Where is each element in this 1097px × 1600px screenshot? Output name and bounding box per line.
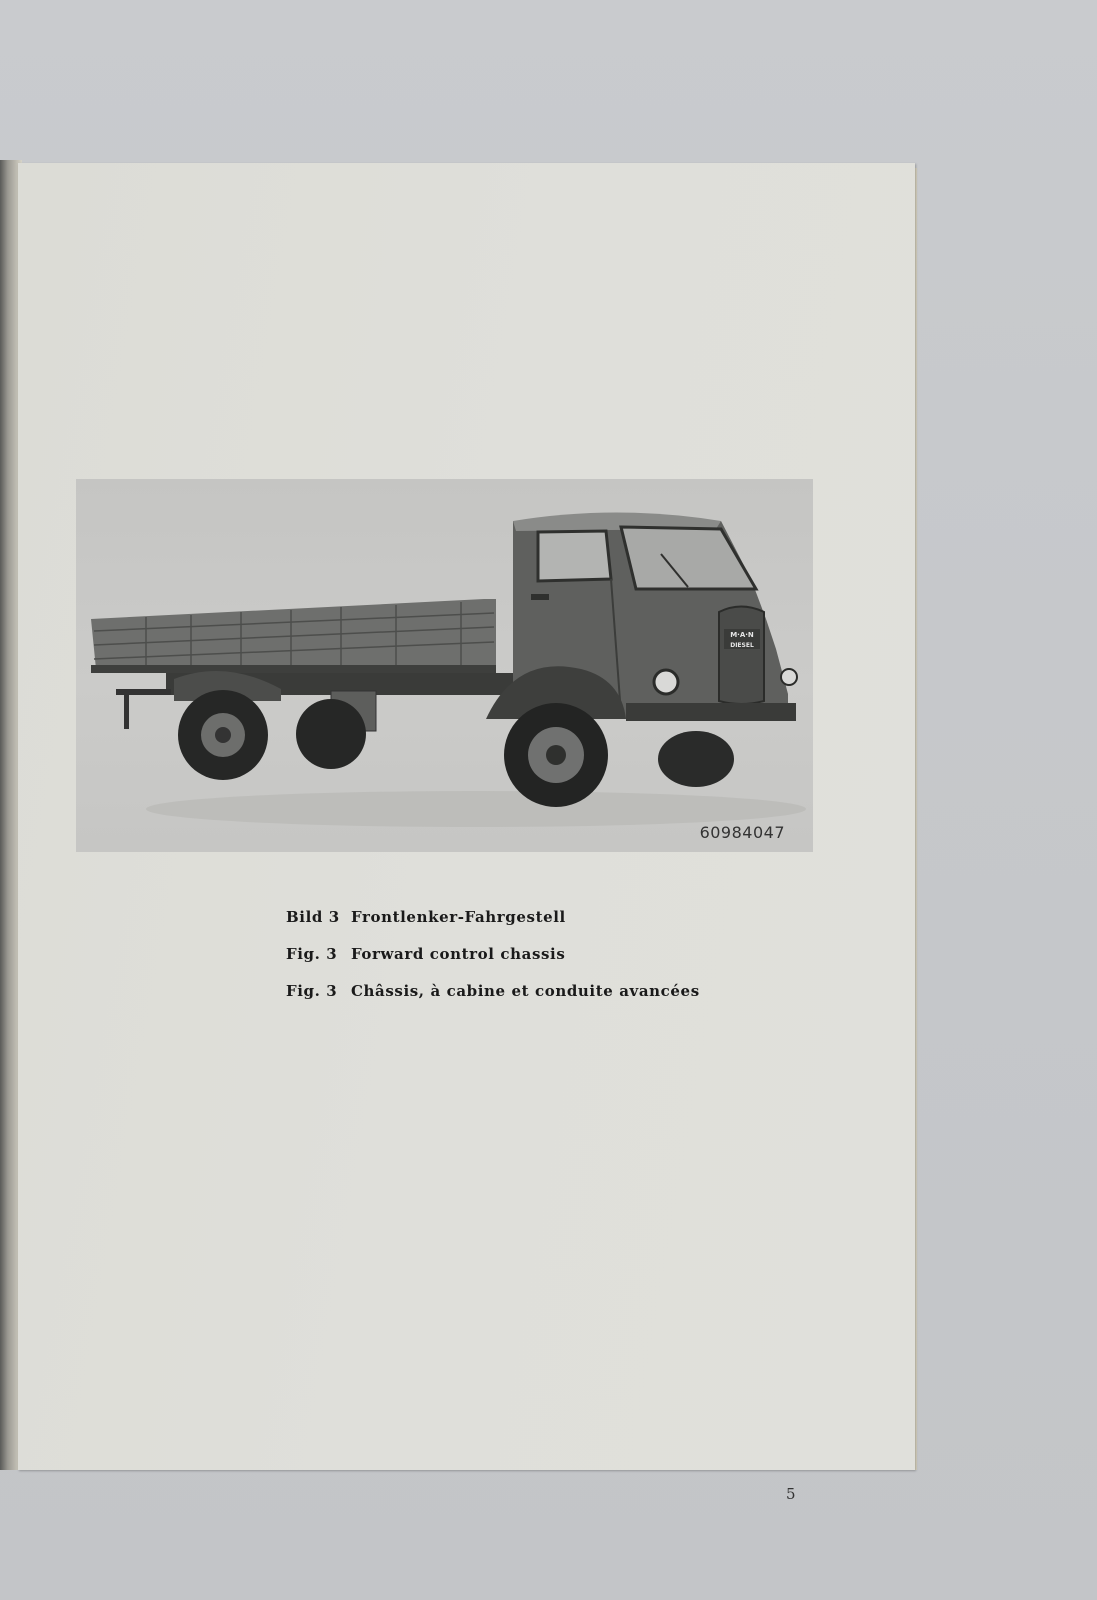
grille-badge-line1: M·A·N — [730, 631, 754, 639]
caption-label: Fig. 3 — [286, 981, 338, 1000]
truck-photo — [76, 479, 813, 852]
caption-french — [286, 972, 700, 1009]
grille-badge-line2: DIESEL — [730, 642, 754, 649]
caption-label: Bild 3 — [286, 907, 340, 926]
caption-text: Frontlenker-Fahrgestell — [351, 907, 566, 926]
caption-german — [286, 898, 700, 935]
truck-illustration — [76, 479, 813, 852]
caption-english — [286, 935, 700, 972]
caption-text: Châssis, à cabine et conduite avancées — [351, 981, 700, 1000]
caption-text: Forward control chassis — [351, 944, 566, 963]
figure-captions — [286, 898, 700, 1009]
book-page — [18, 163, 915, 1503]
photo-number: 60984047 — [699, 823, 785, 842]
page-number: 5 — [786, 1485, 796, 1503]
caption-label: Fig. 3 — [286, 944, 338, 963]
